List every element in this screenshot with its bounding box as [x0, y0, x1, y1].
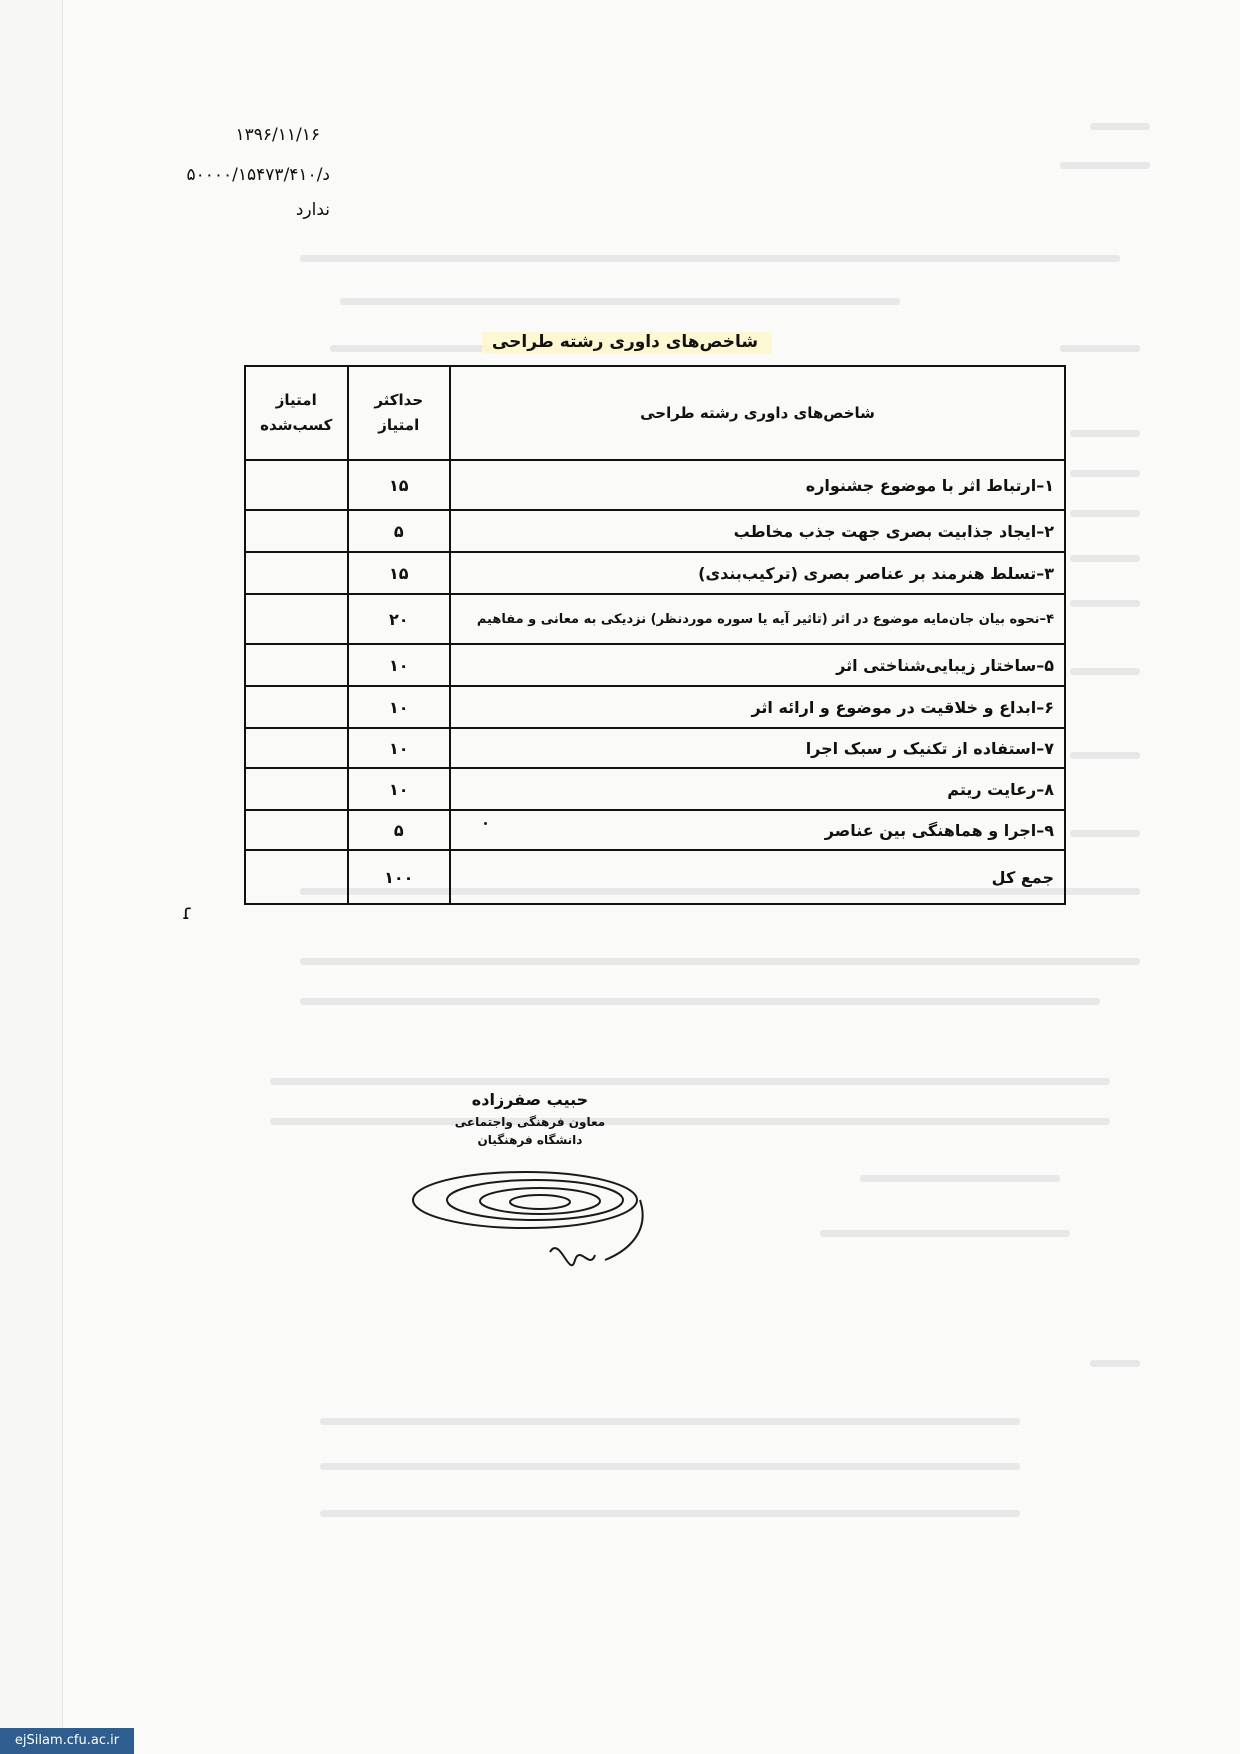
max-score-cell: ۵: [348, 810, 451, 850]
max-score-cell: ۱۰: [348, 644, 451, 686]
table-header-row: [245, 366, 1065, 460]
earned-score-cell: [245, 510, 348, 552]
table-row: [245, 644, 1065, 686]
max-score-cell: ۱۵: [348, 460, 451, 510]
criterion-cell: ۳–تسلط هنرمند بر عناصر بصری (ترکیب‌بندی): [450, 552, 1065, 594]
earned-score-cell: [245, 552, 348, 594]
max-score-cell: ۱۰: [348, 686, 451, 728]
table-row: [245, 810, 1065, 850]
table-row: [245, 686, 1065, 728]
table-row: [245, 460, 1065, 510]
max-score-cell: ۱۵: [348, 552, 451, 594]
letter-date: ۱۳۹۶/۱۱/۱۶: [235, 125, 320, 145]
header-criterion: شاخص‌های داوری رشته طراحی: [450, 366, 1065, 460]
signatory-organization: دانشگاه فرهنگیان: [477, 1133, 583, 1147]
earned-score-cell: [245, 728, 348, 768]
signatory-name: حبیب صفرزاده: [471, 1090, 589, 1109]
table-row: [245, 728, 1065, 768]
criterion-cell: ۲–ایجاد جذابیت بصری جهت جذب مخاطب: [450, 510, 1065, 552]
criterion-cell: ۴–نحوه بیان جان‌مایه موضوع در اثر (تاثیر آیه یا سوره موردنظر) نزدیکی به معانی و مفاهیم: [450, 594, 1065, 644]
earned-score-cell: [245, 460, 348, 510]
letter-number: د/۵۰۰۰۰/۱۵۴۷۳/۴۱۰: [186, 165, 330, 185]
margin-tick-mark: ɾ: [182, 900, 193, 924]
criteria-table: [244, 365, 1066, 905]
earned-score-cell: [245, 810, 348, 850]
table-row: [245, 594, 1065, 644]
earned-score-cell: [245, 686, 348, 728]
earned-score-cell: [245, 768, 348, 810]
criterion-cell: ۸–رعایت ریتم: [450, 768, 1065, 810]
criterion-cell: ۶–ابداع و خلاقیت در موضوع و ارائه اثر: [450, 686, 1065, 728]
table-row-total: [245, 850, 1065, 904]
table-title: شاخص‌های داوری رشته طراحی: [491, 332, 759, 352]
site-watermark: ejSilam.cfu.ac.ir: [0, 1728, 134, 1754]
table-row: [245, 552, 1065, 594]
criterion-cell: ۷–استفاده از تکنیک ر سبک اجرا: [450, 728, 1065, 768]
criterion-cell: ۵–ساختار زیبایی‌شناختی اثر: [450, 644, 1065, 686]
header-max-score: حداکثر امتیاز: [348, 366, 451, 460]
signatory-block: [440, 1090, 620, 1147]
handwritten-signature: [400, 1160, 690, 1300]
ink-dot: [484, 822, 487, 825]
total-max-score-cell: ۱۰۰: [348, 850, 451, 904]
table-row: [245, 768, 1065, 810]
earned-score-cell: [245, 594, 348, 644]
letter-attachment: ندارد: [295, 200, 330, 220]
max-score-cell: ۵: [348, 510, 451, 552]
criterion-cell: ۹–اجرا و هماهنگی بین عناصر: [450, 810, 1065, 850]
max-score-cell: ۱۰: [348, 768, 451, 810]
total-label-cell: جمع کل: [450, 850, 1065, 904]
max-score-cell: ۲۰: [348, 594, 451, 644]
max-score-cell: ۱۰: [348, 728, 451, 768]
criterion-cell: ۱–ارتباط اثر با موضوع جشنواره: [450, 460, 1065, 510]
signatory-role: معاون فرهنگی واجتماعی: [454, 1115, 606, 1129]
total-earned-score-cell: [245, 850, 348, 904]
table-row: [245, 510, 1065, 552]
header-earned-score: امتیاز کسب‌شده: [245, 366, 348, 460]
earned-score-cell: [245, 644, 348, 686]
